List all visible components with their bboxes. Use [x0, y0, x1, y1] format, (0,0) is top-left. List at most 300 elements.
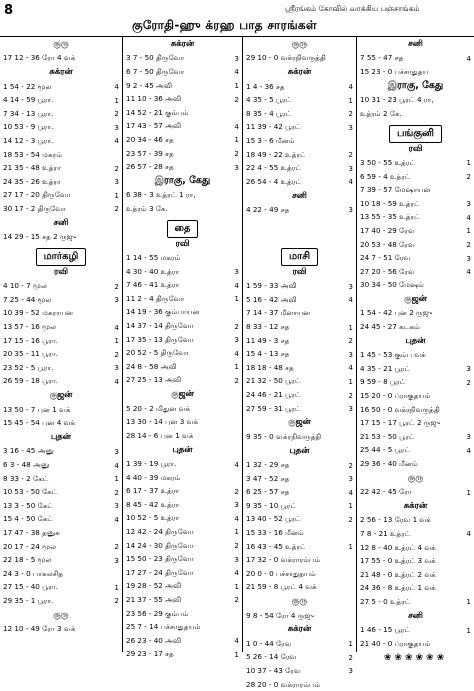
- transit-text: 1 59 - 33 அவி: [246, 281, 297, 291]
- transit-row: [123, 292, 242, 306]
- transit-text: 13 40 - 52 பூரட்: [246, 514, 301, 524]
- transit-row: [243, 458, 356, 472]
- transit-text: 7 46 - 41 உத்ரா: [126, 280, 180, 290]
- transit-row: [357, 582, 474, 596]
- section-heading: குரு: [53, 609, 69, 620]
- transit-text: 16 50 - 0 வக்ரநிவருத்தி: [360, 404, 440, 414]
- transit-row: [243, 361, 356, 375]
- transit-row: [357, 568, 474, 582]
- transit-row: [357, 514, 474, 528]
- transit-row: [0, 148, 122, 162]
- transit-row: [0, 189, 122, 203]
- transit-text: 4 14 - 59 பூரா.: [3, 95, 54, 105]
- transit-row: [357, 183, 474, 197]
- transit-row: [0, 307, 122, 321]
- transit-text: 3 50 - 55 உத்ரட்: [360, 157, 416, 167]
- transit-text: 4 10 - 7 மூல: [3, 281, 47, 291]
- transit-text: 10 31 - 23 பூரட் 4 ரா,: [360, 95, 434, 105]
- transit-text: 11 39 - 42 பூரட்: [246, 122, 301, 132]
- pada-number: 3: [234, 53, 239, 63]
- transit-text: 30 34 - 50 மேஷம்: [360, 280, 424, 290]
- pada-number: 3: [466, 364, 471, 374]
- transit-text: 15 50 - 23 திருவோ: [126, 554, 194, 564]
- transit-row: [243, 230, 356, 244]
- pada-number: 2: [348, 109, 353, 119]
- pada-number: 4: [114, 322, 119, 332]
- transit-row: [357, 623, 474, 637]
- section-heading: சுக்ரன்: [403, 501, 428, 511]
- month-heading: தை: [167, 220, 199, 238]
- transit-row: [123, 484, 242, 498]
- section-heading: குஜன்: [171, 389, 194, 400]
- transit-row: [243, 402, 356, 416]
- transit-row: [123, 415, 242, 429]
- transit-text: 4 35 - 21 பூரட்: [360, 363, 411, 373]
- transit-text: 7 39 - 57 மேஷாயன: [360, 185, 431, 195]
- transit-row: [357, 170, 474, 184]
- transit-text: 22 4 - 55 உத்ரட்: [246, 163, 302, 173]
- transit-row: [123, 133, 242, 147]
- transit-text: 27 25 - 13 அவி: [126, 375, 182, 385]
- transit-row: [243, 499, 356, 513]
- pada-number: 3: [466, 432, 471, 442]
- transit-row: [357, 156, 474, 170]
- transit-row: [243, 107, 356, 121]
- transit-text: 6 7 - 50 திருவோ: [126, 66, 185, 76]
- transit-text: 1 32 - 29 சத: [246, 460, 290, 470]
- transit-row: [123, 279, 242, 293]
- transit-text: 27 15 - 40 பூரா.: [3, 582, 59, 592]
- pada-number: 3: [466, 199, 471, 209]
- transit-row: [243, 80, 356, 94]
- month-heading: மார்கழி: [36, 248, 87, 266]
- transit-row: [123, 593, 242, 607]
- transit-row: [357, 65, 474, 79]
- transit-text: 15 3 - 6 மீனம்: [246, 135, 295, 145]
- transit-row: [123, 265, 242, 279]
- section-heading: குஜன்: [404, 294, 427, 305]
- pada-number: 1: [234, 135, 239, 145]
- transit-row: [243, 175, 356, 189]
- transit-row: [357, 320, 474, 334]
- pada-number: 3: [466, 253, 471, 263]
- transit-row: [0, 121, 122, 135]
- pada-number: 1: [348, 376, 353, 386]
- pada-number: 2: [348, 336, 353, 346]
- transit-text: 21 40 - 0 ப்ராகுதயம்: [360, 638, 431, 648]
- pada-number: 2: [234, 541, 239, 551]
- pada-number: 4: [234, 121, 239, 131]
- transit-row: [357, 265, 474, 279]
- transit-row: [0, 52, 122, 66]
- pada-number: 1: [234, 581, 239, 591]
- pada-number: 3: [348, 205, 353, 215]
- transit-row: [243, 161, 356, 175]
- transit-row: [0, 175, 122, 189]
- transit-text: 17 47 - 38 தனுசு: [3, 527, 60, 537]
- pada-number: 1: [234, 649, 239, 659]
- transit-text: 9 59 - 8 பூரட்: [360, 377, 406, 387]
- pada-number: 1: [348, 95, 353, 105]
- transit-text: 4 35 - 5 பூரட்: [246, 95, 292, 105]
- transit-text: 28 14 - 6 புன 1 வக்: [126, 430, 194, 440]
- pada-number: 2: [114, 487, 119, 497]
- transit-row: [357, 224, 474, 238]
- transit-text: 17 35 - 13 திருவோ: [126, 334, 194, 344]
- transit-row: [357, 107, 474, 121]
- transit-row: [0, 361, 122, 375]
- transit-row: [0, 445, 122, 459]
- transit-row: [0, 230, 122, 244]
- transit-row: [357, 307, 474, 321]
- transit-text: 24 36 - 8 உத்ரட் 1 வக்: [360, 583, 436, 593]
- section-heading: சனி: [53, 217, 69, 228]
- transit-row: [0, 334, 122, 348]
- transit-text: 24 45 - 27 கடகம்: [360, 322, 420, 332]
- transit-row: [123, 566, 242, 580]
- pada-number: 2: [348, 652, 353, 662]
- transit-text: 17 40 - 29 ரேவ: [360, 225, 415, 235]
- transit-text: 7 25 - 44 மூல: [3, 294, 52, 304]
- pada-number: 1: [348, 639, 353, 649]
- pada-number: 1: [348, 542, 353, 552]
- transit-row: [357, 362, 474, 376]
- transit-text: 11 2 - 4 திருவோ: [126, 293, 185, 303]
- pada-number: 2: [466, 377, 471, 387]
- pada-number: 4: [466, 529, 471, 539]
- transit-text: 12 8 - 40 உத்ரட் 4 வக்: [360, 542, 436, 552]
- transit-text: 10 37 - 43 ரேவ: [246, 665, 301, 675]
- transit-text: 3 16 - 45 அனு: [3, 446, 54, 456]
- pada-number: 4: [234, 568, 239, 578]
- transit-text: 22 18 - 5 மூல: [3, 555, 52, 565]
- transit-row: [357, 52, 474, 66]
- transit-text: 9 8 - 54 ரோ 4 ருஜு: [246, 610, 315, 620]
- transit-text: 26 59 - 18 பூரா.: [3, 376, 59, 386]
- section-heading: சுக்ரன்: [287, 67, 312, 78]
- running-header: ஸ்ரீரங்கம் கோவில் வாக்கிய பஞ்சாங்கம்: [285, 4, 420, 13]
- transit-text: 8 35 - 4 பூரட்: [246, 108, 292, 118]
- transit-text: 15 20 - 0 ப்ராகுதயம்: [360, 391, 431, 401]
- pada-number: 3: [234, 335, 239, 345]
- pada-number: 2: [114, 204, 119, 214]
- transit-row: [243, 334, 356, 348]
- transit-text: 10 39 - 52 மகராயன: [3, 308, 74, 318]
- transit-text: 19 28 - 52 அவி: [126, 581, 182, 591]
- transit-text: 27 17 - 20 திருவோ: [3, 190, 71, 200]
- page-number: 8: [4, 3, 14, 18]
- transit-text: 7 55 - 47 சத: [360, 53, 404, 63]
- pada-number: 2: [234, 321, 239, 331]
- transit-text: 6 17 - 37 உத்ரா: [126, 486, 180, 496]
- transit-row: [357, 457, 474, 471]
- transit-text: 6 38 - 3 உத்ரட் 1 ரா,: [126, 190, 196, 200]
- transit-row: [243, 513, 356, 527]
- month-heading: மாசி: [281, 248, 318, 266]
- transit-text: 8 33 - 12 சத: [246, 322, 290, 332]
- pada-number: 1: [234, 81, 239, 91]
- transit-text: 13 55 - 35 உத்ரட்: [360, 212, 420, 222]
- transit-text: 30 17 - 2 திருவோ: [3, 203, 66, 213]
- transit-row: [0, 567, 122, 581]
- transit-text: 9 35 - 0 வக்ரநிவருத்தி: [246, 431, 322, 441]
- transit-text: 17 12 - 36 ரோ 4 வக்: [3, 53, 76, 63]
- transit-text: 29 23 - 17 சத: [126, 649, 174, 659]
- transit-row: [123, 106, 242, 120]
- transit-text: 23 52 - 5 பூரா.: [3, 362, 54, 372]
- section-heading: இராகு, கேது: [154, 174, 211, 186]
- transit-row: [357, 211, 474, 225]
- transit-row: [243, 609, 356, 623]
- pada-number: 1: [348, 501, 353, 511]
- pada-number: 2: [114, 596, 119, 606]
- transit-text: உத்ரம் 2 கே.: [360, 108, 402, 118]
- transit-text: 1 46 - 15 பூரட்: [360, 625, 411, 635]
- transit-text: 15 33 - 16 மீனம்: [246, 527, 304, 537]
- transit-row: [243, 651, 356, 665]
- transit-text: 2 56 - 13 ரேவ 1 வக்: [360, 515, 431, 525]
- transit-text: 1 14 - 55 மகரம்: [126, 253, 181, 263]
- pada-number: 3: [114, 122, 119, 132]
- section-heading: புதன்: [172, 444, 193, 455]
- transit-text: 24 3 - 0 பாசுலசித: [3, 568, 64, 578]
- transit-row: [243, 375, 356, 389]
- transit-row: [357, 238, 474, 252]
- transit-text: 9 2 - 45 அவி: [126, 80, 173, 90]
- pada-number: 4: [466, 212, 471, 222]
- section-heading: சுக்ரன்: [170, 39, 195, 49]
- transit-text: 14 37 - 14 திருவோ: [126, 321, 194, 331]
- transit-text: 14 24 - 30 திருவோ: [126, 540, 194, 550]
- transit-text: 14 19 - 36 கும்பாயன: [126, 307, 200, 317]
- pada-number: 2: [234, 94, 239, 104]
- pada-number: 1: [466, 625, 471, 635]
- pada-number: 3: [234, 267, 239, 277]
- transit-row: [123, 580, 242, 594]
- transit-text: 22 42 - 45 ரோ: [360, 487, 412, 497]
- section-heading: ரவி: [175, 238, 190, 249]
- transit-text: 15 4 - 13 சத: [246, 349, 290, 359]
- column-1: [0, 37, 122, 652]
- transit-row: [243, 293, 356, 307]
- pada-number: 4: [114, 460, 119, 470]
- transit-text: 17 27 - 24 திருவோ: [126, 567, 194, 577]
- transit-row: [0, 93, 122, 107]
- transit-text: 6 59 - 4 உத்ரட்: [360, 171, 411, 181]
- transit-row: [0, 499, 122, 513]
- transit-text: 7 8 - 21 உத்ரட்: [360, 528, 411, 538]
- column-4: [356, 37, 474, 663]
- pada-number: 3: [114, 177, 119, 187]
- transit-row: [243, 581, 356, 595]
- transit-row: [0, 526, 122, 540]
- transit-text: 15 45 - 54 புன 4 வக்: [3, 418, 76, 428]
- pada-number: 4: [114, 514, 119, 524]
- transit-row: [123, 251, 242, 265]
- transit-text: 13 50 - 7 புன 1 வக்: [3, 404, 71, 414]
- transit-text: 7 34 - 13 பூரா.: [3, 108, 54, 118]
- transit-row: [123, 160, 242, 174]
- transit-row: [357, 485, 474, 499]
- column-3: [242, 37, 356, 689]
- pada-number: 2: [114, 349, 119, 359]
- pada-number: 1: [114, 95, 119, 105]
- pada-number: 4: [234, 636, 239, 646]
- section-heading: புதன்: [289, 445, 310, 456]
- transit-text: 17 32 - 0 வக்ராரம்பம்: [246, 555, 321, 565]
- pada-number: 3: [114, 295, 119, 305]
- section-heading: குரு: [291, 39, 308, 49]
- pada-number: 3: [234, 500, 239, 510]
- pada-number: 3: [348, 163, 353, 173]
- transit-text: 11 10 - 36 அவி: [126, 94, 182, 104]
- transit-text: 11 49 - 3 சத: [246, 335, 290, 345]
- pada-number: 2: [348, 150, 353, 160]
- transit-row: [123, 457, 242, 471]
- month-heading-wrap: [123, 216, 242, 237]
- pada-number: 3: [114, 446, 119, 456]
- transit-text: 24 46 - 21 பூரட்: [246, 390, 301, 400]
- transit-row: [243, 280, 356, 294]
- transit-text: உத்ரம் 3 கே.: [126, 203, 168, 213]
- transit-text: 9 35 - 10 பூரட்: [246, 500, 297, 510]
- transit-text: 10 18 - 59 உத்ரட்: [360, 198, 420, 208]
- section-heading: குஜன்: [49, 390, 73, 401]
- transit-text: 26 23 - 40 அவி: [126, 635, 182, 645]
- transit-row: [243, 148, 356, 162]
- section-heading: குரு: [407, 472, 424, 483]
- transit-text: 18 53 - 54 மகரம்: [3, 149, 63, 159]
- pada-number: 1: [114, 190, 119, 200]
- transit-text: 18 49 - 22 உத்ரட்: [246, 149, 306, 159]
- transit-row: [123, 346, 242, 360]
- transit-row: [0, 472, 122, 486]
- transit-text: 5 16 - 42 அவி: [246, 294, 297, 304]
- transit-row: [357, 348, 474, 362]
- pada-number: 1: [114, 582, 119, 592]
- transit-text: 6 25 - 57 சத: [246, 487, 290, 497]
- transit-text: 20 0 - 0 பச்சாதுதயம்: [246, 568, 316, 578]
- transit-row: [357, 93, 474, 107]
- transit-text: 17 55 - 0 உத்ரட் 3 வக்: [360, 556, 436, 566]
- section-heading: இராகு, கேது: [387, 79, 444, 91]
- transit-text: 4 22 - 49 சத: [246, 204, 290, 214]
- pada-number: 1: [348, 322, 353, 332]
- pada-number: 3: [348, 122, 353, 132]
- pada-number: 3: [114, 363, 119, 373]
- transit-text: 8 33 - 2 கேட்: [3, 473, 49, 483]
- transit-text: 3 47 - 52 சத: [246, 473, 290, 483]
- transit-row: [123, 65, 242, 79]
- transit-text: 13 57 - 16 மூல: [3, 322, 57, 332]
- pada-number: 3: [348, 474, 353, 484]
- transit-row: [357, 444, 474, 458]
- pada-number: 4: [466, 53, 471, 63]
- pada-number: 2: [466, 172, 471, 182]
- transit-text: 14 12 - 3 பூரா.: [3, 135, 54, 145]
- pada-number: 4: [234, 67, 239, 77]
- pada-number: 3: [348, 666, 353, 676]
- transit-row: [243, 121, 356, 135]
- transit-row: [123, 319, 242, 333]
- transit-text: 28 20 - 0 வக்ராரம்பம்: [246, 679, 321, 689]
- transit-text: 29 35 - 1 பூரா.: [3, 595, 54, 605]
- transit-text: 13 30 - 14 புன 3 வக்: [126, 417, 199, 427]
- transit-row: [0, 416, 122, 430]
- pada-number: 3: [234, 162, 239, 172]
- section-heading: குஜன்: [288, 417, 311, 428]
- transit-row: [0, 375, 122, 389]
- pada-number: 4: [234, 348, 239, 358]
- transit-row: [123, 189, 242, 203]
- transit-text: 4 40 - 39 மகரம்: [126, 472, 181, 482]
- transit-row: [357, 403, 474, 417]
- pada-number: 1: [466, 226, 471, 236]
- section-heading: சனி: [408, 610, 423, 621]
- transit-text: 21 59 - 8 பூரட் 4 வக்: [246, 582, 317, 592]
- transit-row: [0, 80, 122, 94]
- transit-row: [0, 581, 122, 595]
- pada-number: 4: [348, 82, 353, 92]
- section-heading: ரவி: [53, 266, 69, 277]
- transit-row: [0, 161, 122, 175]
- transit-row: [0, 107, 122, 121]
- pada-number: 2: [234, 149, 239, 159]
- transit-text: 12 10 - 49 ரோ 3 வக்: [3, 624, 76, 634]
- transit-text: 27 59 - 31 பூரட்: [246, 403, 301, 413]
- month-heading-wrap: [0, 244, 122, 265]
- transit-row: [243, 678, 356, 691]
- transit-text: 21 37 - 55 அவி: [126, 594, 182, 604]
- transit-row: [0, 540, 122, 554]
- transit-row: [357, 389, 474, 403]
- transit-row: [123, 374, 242, 388]
- pada-number: 3: [348, 349, 353, 359]
- transit-row: [123, 525, 242, 539]
- transit-row: [0, 202, 122, 216]
- transit-text: 20 34 - 46 சத: [126, 134, 174, 144]
- section-heading: புதன்: [405, 335, 426, 346]
- transit-text: 13 3 - 50 கேட்: [3, 500, 54, 510]
- pada-number: 3: [114, 501, 119, 511]
- section-heading: ரவி: [408, 143, 423, 154]
- section-heading: சனி: [408, 39, 423, 49]
- transit-row: [123, 539, 242, 553]
- transit-row: [123, 79, 242, 93]
- transit-row: [0, 280, 122, 294]
- pada-number: 4: [466, 445, 471, 455]
- transit-row: [123, 360, 242, 374]
- transit-row: [357, 541, 474, 555]
- transit-row: [243, 388, 356, 402]
- pada-number: 4: [348, 295, 353, 305]
- transit-text: 12 42 - 24 திருவோ: [126, 526, 194, 536]
- transit-text: 1 54 - 22 மூல: [3, 81, 52, 91]
- transit-text: 21 35 - 48 உத்ரா: [3, 163, 61, 173]
- transit-text: 23 56 - 29 கும்பம்: [126, 608, 189, 618]
- transit-text: 17 15 - 16 பூரா.: [3, 335, 59, 345]
- transit-text: 17 43 - 57 அவி: [126, 121, 182, 131]
- pada-number: 1: [114, 336, 119, 346]
- transit-row: [123, 402, 242, 416]
- transit-text: 25 7 - 14 பச்சாதுதயம்: [126, 622, 201, 632]
- transit-row: [123, 306, 242, 320]
- pada-number: 1: [114, 474, 119, 484]
- transit-text: 20 53 - 48 ரேவ: [360, 239, 415, 249]
- transit-text: 26 57 - 28 சத: [126, 162, 174, 172]
- section-heading: குரு: [291, 596, 308, 607]
- transit-text: 20 52 - 5 திருவோ: [126, 348, 189, 358]
